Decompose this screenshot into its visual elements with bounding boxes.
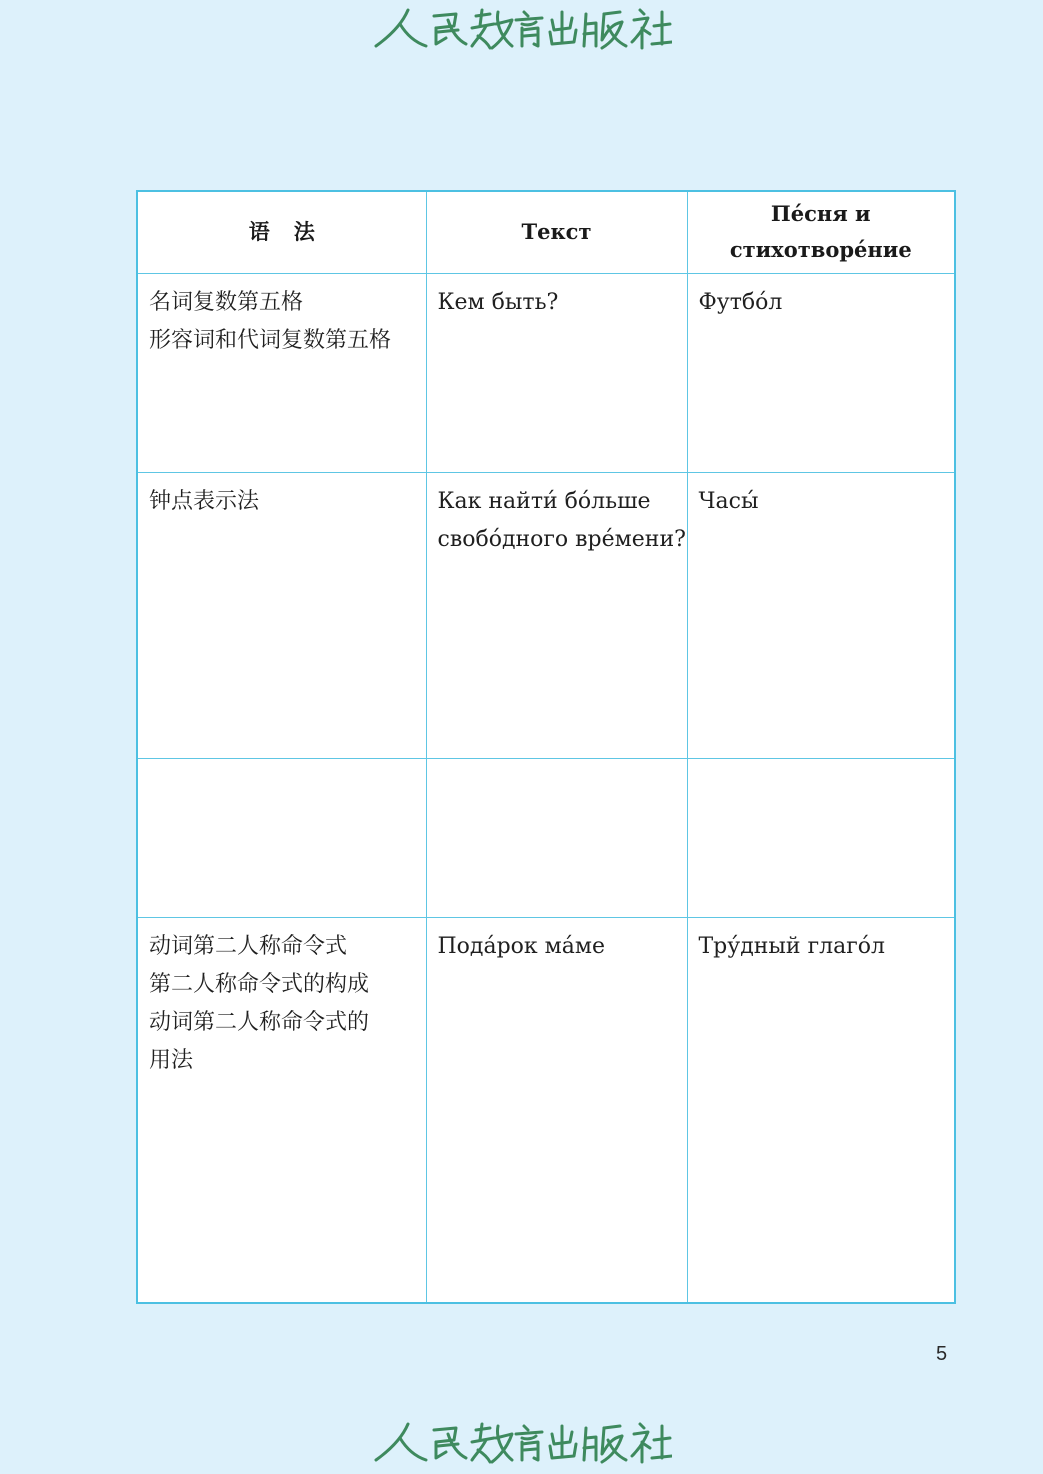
publisher-logo-bottom bbox=[372, 1420, 672, 1466]
table-row bbox=[137, 273, 955, 472]
text-title: свобо́дного вре́мени? bbox=[437, 526, 686, 552]
column-header-song-line1: Пе́сня и bbox=[770, 201, 871, 227]
song-title: Часы́ bbox=[698, 488, 759, 514]
grammar-line: 用法 bbox=[149, 1048, 194, 1074]
table-row bbox=[137, 472, 955, 758]
song-cell bbox=[687, 918, 955, 1303]
grammar-cell bbox=[137, 758, 426, 917]
grammar-line: 第二人称命令式的构成 bbox=[149, 972, 370, 998]
text-title: Кем быть? bbox=[437, 289, 559, 315]
song-title: Футбо́л bbox=[698, 289, 783, 315]
column-header-song-line2: стихотворе́ние bbox=[729, 237, 912, 263]
column-header-text bbox=[426, 191, 687, 273]
publisher-calligraphy-logo-icon bbox=[372, 6, 672, 52]
song-cell bbox=[687, 758, 955, 917]
table-header-row bbox=[137, 191, 955, 273]
column-header-song bbox=[687, 191, 955, 273]
song-cell bbox=[687, 472, 955, 758]
grammar-cell bbox=[137, 472, 426, 758]
song-cell bbox=[687, 273, 955, 472]
grammar-line: 钟点表示法 bbox=[149, 488, 260, 514]
grammar-cell bbox=[137, 918, 426, 1303]
column-header-grammar bbox=[137, 191, 426, 273]
text-cell bbox=[426, 918, 687, 1303]
text-title: Как найти́ бо́льше bbox=[437, 488, 651, 514]
grammar-line: 名词复数第五格 bbox=[149, 289, 304, 315]
publisher-calligraphy-logo-icon bbox=[372, 1420, 672, 1466]
grammar-cell bbox=[137, 273, 426, 472]
grammar-line: 动词第二人称命令式的 bbox=[149, 1010, 370, 1036]
publisher-logo-top bbox=[372, 6, 672, 52]
song-title: Тру́дный глаго́л bbox=[698, 934, 885, 960]
column-header-text-label: Текст bbox=[521, 219, 592, 245]
table-row bbox=[137, 918, 955, 1303]
lesson-contents-table bbox=[136, 190, 956, 1304]
text-cell bbox=[426, 273, 687, 472]
text-cell bbox=[426, 758, 687, 917]
text-title: Пода́рок ма́ме bbox=[437, 934, 606, 960]
table-row-empty bbox=[137, 758, 955, 917]
grammar-line: 形容词和代词复数第五格 bbox=[149, 327, 392, 353]
page-number: 5 bbox=[936, 1343, 948, 1365]
grammar-line: 动词第二人称命令式 bbox=[149, 934, 348, 960]
text-cell bbox=[426, 472, 687, 758]
column-header-grammar-label: 语法 bbox=[248, 219, 339, 245]
